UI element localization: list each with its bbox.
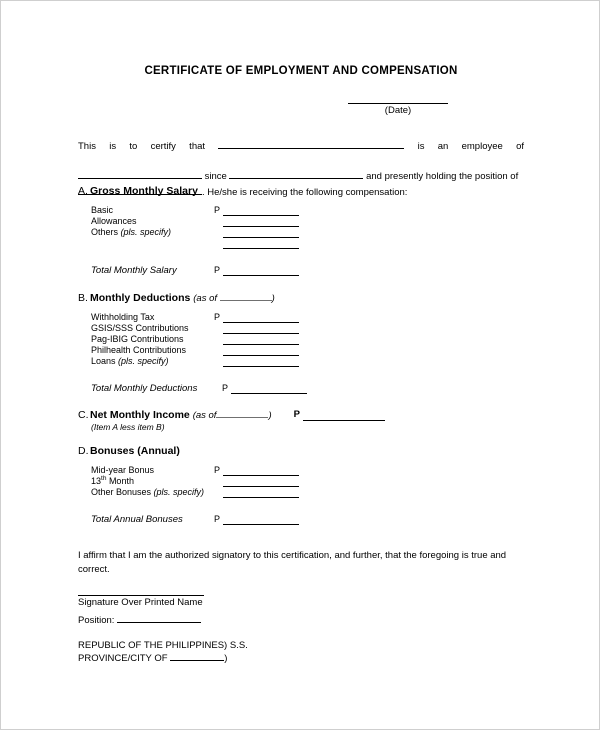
intro-part-3: since xyxy=(204,171,227,182)
item-row xyxy=(91,323,524,334)
amount-blank[interactable] xyxy=(223,488,299,498)
section-b-title: Monthly Deductions xyxy=(90,292,191,304)
signature-block xyxy=(78,587,524,608)
section-a-letter: A. xyxy=(78,185,88,197)
intro-part-2: is an employee of xyxy=(417,141,524,152)
item-row xyxy=(91,476,524,487)
province-blank[interactable] xyxy=(170,652,224,661)
section-b-note xyxy=(193,293,275,304)
amount-blank[interactable] xyxy=(223,357,299,367)
item-label: Allowances xyxy=(91,216,137,226)
item-label xyxy=(91,476,214,487)
peso-sign: P xyxy=(214,514,221,524)
republic-line-2 xyxy=(78,652,248,665)
item-label: GSIS/SSS Contributions xyxy=(91,323,189,333)
section-c xyxy=(78,409,524,432)
amount-blank[interactable] xyxy=(223,206,299,216)
position-label: Position: xyxy=(78,615,115,626)
item-row xyxy=(91,205,524,216)
total-row xyxy=(91,514,524,525)
item-row xyxy=(91,465,524,476)
section-d xyxy=(78,445,524,525)
item-row xyxy=(91,334,524,345)
affirmation-paragraph: I affirm that I am the authorized signatory to this certification, and further, that the foregoing is true and correct. xyxy=(78,550,507,575)
item-label: Withholding Tax xyxy=(91,312,155,322)
document-body xyxy=(78,1,524,730)
peso-sign: P xyxy=(222,383,229,393)
total-row xyxy=(91,383,524,394)
section-d-title: Bonuses (Annual) xyxy=(90,445,180,457)
section-c-note xyxy=(193,410,272,421)
section-d-heading xyxy=(78,445,524,457)
item-label xyxy=(91,487,214,498)
amount-blank[interactable] xyxy=(223,477,299,487)
section-c-subnote: (Item A less item B) xyxy=(91,422,165,432)
total-label: Total Monthly Deductions xyxy=(91,383,198,394)
amount-blank[interactable] xyxy=(223,228,299,238)
intro-line-1 xyxy=(78,139,524,169)
item-label: Philhealth Contributions xyxy=(91,345,187,355)
item-label-text: Loans xyxy=(91,356,119,366)
item-row xyxy=(91,345,524,356)
item-label-rest: Month xyxy=(106,476,134,486)
amount-blank[interactable] xyxy=(223,466,299,476)
amount-blank[interactable] xyxy=(223,239,299,249)
amount-blank[interactable] xyxy=(223,346,299,356)
item-label-number: 13 xyxy=(91,476,102,486)
item-label: Pag-IBIG Contributions xyxy=(91,334,184,344)
page-title: CERTIFICATE OF EMPLOYMENT AND COMPENSATION xyxy=(144,65,458,77)
total-row xyxy=(91,265,524,276)
peso-sign: P xyxy=(293,409,300,420)
section-b xyxy=(78,292,524,394)
total-blank[interactable] xyxy=(223,515,299,525)
peso-sign: P xyxy=(214,265,221,275)
item-label-text: Other Bonuses xyxy=(91,487,154,497)
employment-date-blank[interactable] xyxy=(229,169,363,179)
section-a xyxy=(78,185,524,276)
note-prefix: (as of xyxy=(193,293,218,304)
as-of-date-blank[interactable] xyxy=(220,292,272,301)
total-blank[interactable] xyxy=(223,266,299,276)
peso-sign: P xyxy=(214,205,221,215)
position-field xyxy=(78,614,201,626)
item-label: Basic xyxy=(91,205,114,215)
section-b-items xyxy=(91,312,524,394)
item-row xyxy=(91,227,524,238)
section-a-items xyxy=(91,205,524,276)
total-blank[interactable] xyxy=(231,384,307,394)
date-block xyxy=(348,93,448,116)
section-d-letter: D. xyxy=(78,445,89,457)
net-income-blank[interactable] xyxy=(303,410,385,421)
item-row xyxy=(91,312,524,323)
note-prefix: (as of xyxy=(192,410,217,421)
section-c-title: Net Monthly Income xyxy=(90,409,190,421)
section-b-letter: B. xyxy=(78,292,88,304)
item-row xyxy=(91,238,524,249)
intro-part-4: and presently holding the position of xyxy=(366,171,519,182)
employee-name-blank[interactable] xyxy=(218,139,404,149)
item-row xyxy=(91,356,524,367)
item-label-text: Others xyxy=(91,227,121,237)
position-value-blank[interactable] xyxy=(117,614,201,623)
note-suffix: ) xyxy=(271,293,275,304)
signature-caption: Signature Over Printed Name xyxy=(78,597,203,608)
employer-name-blank[interactable] xyxy=(78,169,202,179)
total-label: Total Annual Bonuses xyxy=(91,514,183,525)
date-caption: (Date) xyxy=(384,105,412,116)
section-a-title: Gross Monthly Salary xyxy=(90,185,198,197)
amount-blank[interactable] xyxy=(223,313,299,323)
item-label-hint: (pls. specify) xyxy=(118,356,169,366)
item-label: Mid-year Bonus xyxy=(91,465,155,475)
total-label: Total Monthly Salary xyxy=(91,265,177,276)
item-label xyxy=(91,356,214,367)
section-a-heading xyxy=(78,185,524,197)
date-blank-line[interactable] xyxy=(348,93,448,104)
amount-blank[interactable] xyxy=(223,217,299,227)
section-c-heading xyxy=(78,409,524,421)
amount-blank[interactable] xyxy=(223,324,299,334)
section-b-heading xyxy=(78,292,524,304)
republic-line-1: REPUBLIC OF THE PHILIPPINES) S.S. xyxy=(78,640,248,651)
item-label-hint: (pls. specify) xyxy=(153,487,205,497)
item-label xyxy=(91,227,214,238)
note-suffix: ) xyxy=(268,410,272,421)
intro-part-5: . He/she is receiving the following compensation: xyxy=(202,186,408,198)
as-of-date-blank[interactable] xyxy=(216,409,268,418)
province-suffix: ) xyxy=(224,653,228,664)
item-row xyxy=(91,216,524,227)
republic-block xyxy=(78,639,248,665)
peso-sign: P xyxy=(214,465,221,475)
province-label: PROVINCE/CITY OF xyxy=(78,653,168,664)
intro-line-2 xyxy=(78,169,524,185)
section-c-letter: C. xyxy=(78,409,89,421)
item-label-hint: (pls. specify) xyxy=(120,227,172,237)
intro-part-1: This is to certify that xyxy=(78,141,206,152)
peso-sign: P xyxy=(214,312,221,322)
signature-line[interactable] xyxy=(78,587,204,596)
item-row xyxy=(91,487,524,498)
section-d-items xyxy=(91,465,524,525)
ordinal-suffix: th xyxy=(101,475,107,482)
amount-blank[interactable] xyxy=(223,335,299,345)
